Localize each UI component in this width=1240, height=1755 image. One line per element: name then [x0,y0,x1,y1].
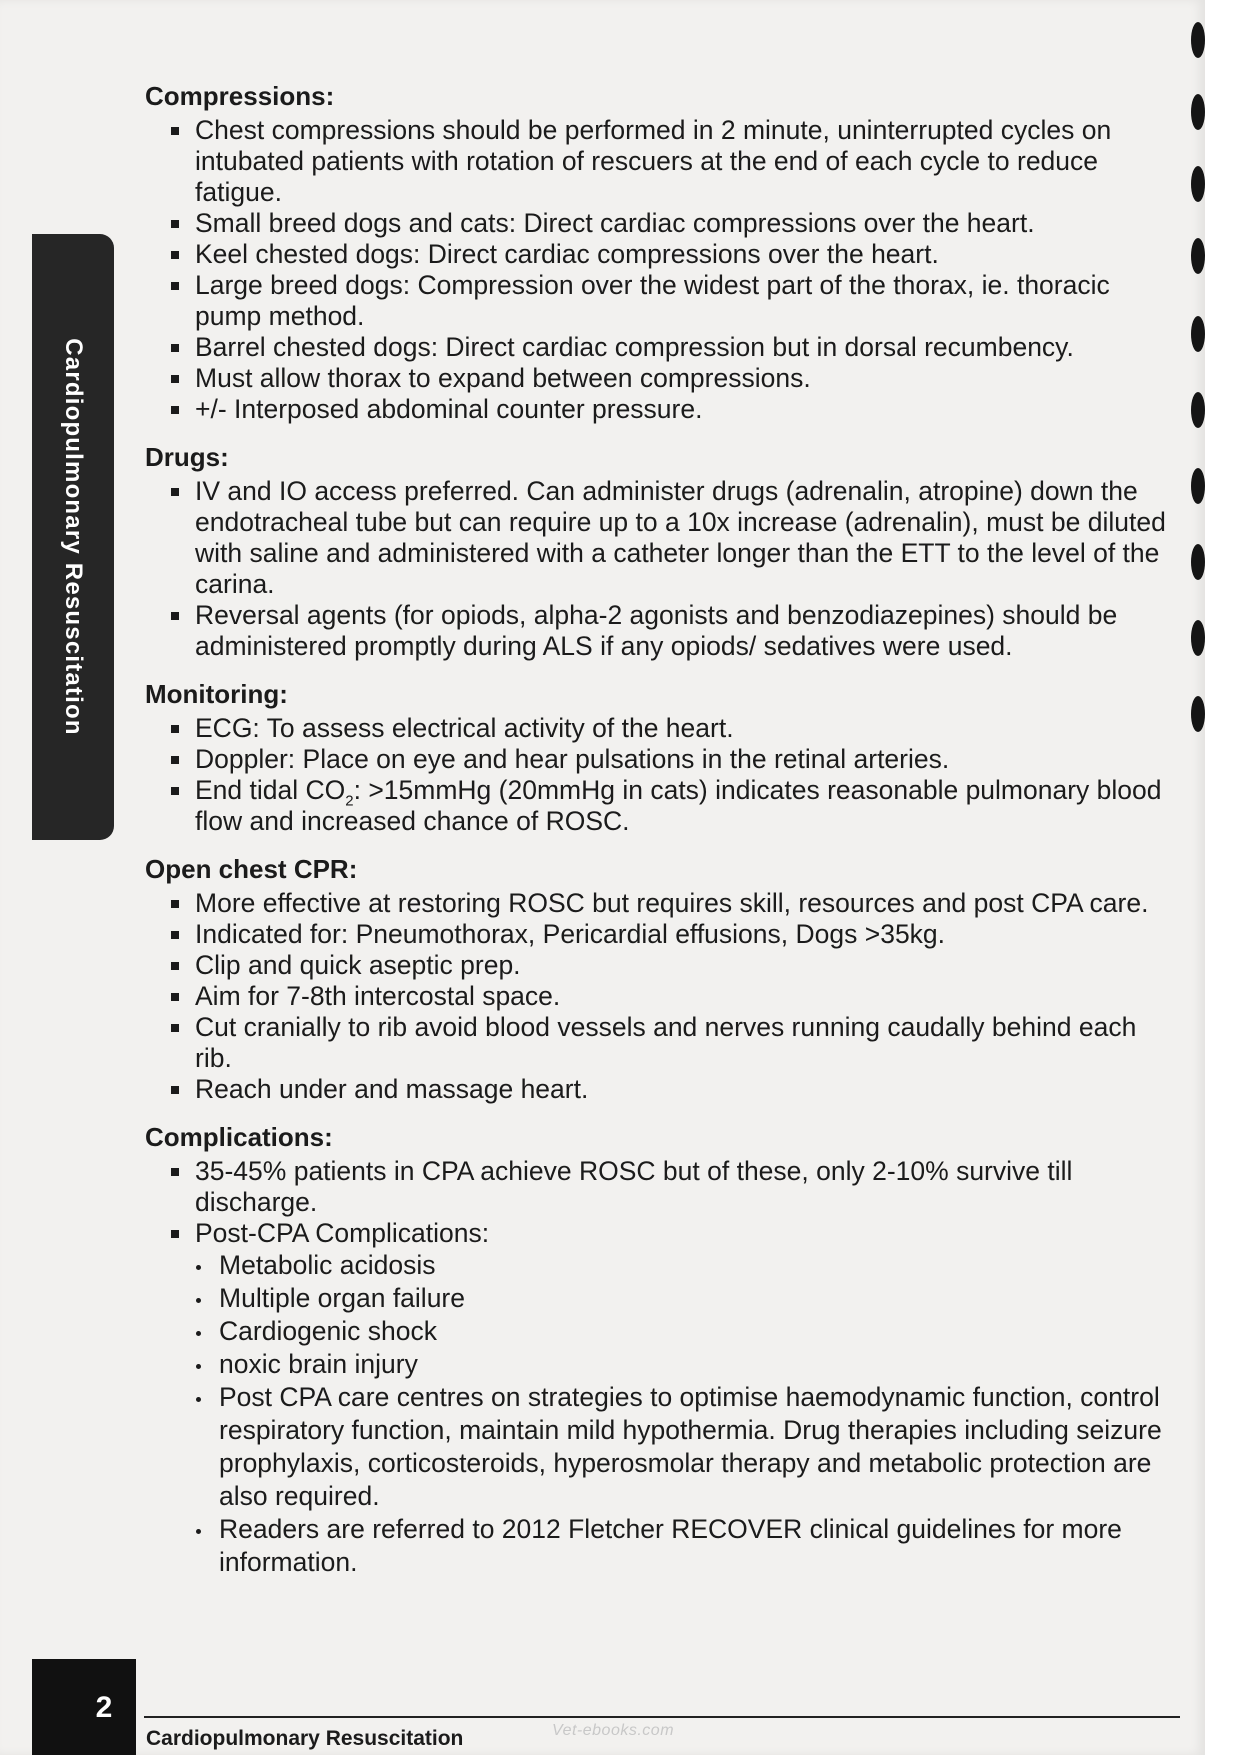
list-item [145,775,1175,837]
subscript-2: 2 [345,792,354,810]
binding-hole [1191,544,1205,580]
list-item: Keel chested dogs: Direct cardiac compressions over the heart. [145,239,1175,270]
binding-hole [1191,166,1205,202]
page-number-box [32,1659,136,1755]
list-item: Post CPA care centres on strategies to optimise haemodynamic function, control respiratory function, maintain mild hypothermia. Drug therapies including seizure prophylaxis, corticosteroids, hyperosmolar therapy and metabolic protection are also required. [145,1381,1175,1513]
list-item: Large breed dogs: Compression over the widest part of the thorax, ie. thoracic pump method. [145,270,1175,332]
list-item: ECG: To assess electrical activity of the heart. [145,713,1175,744]
section-title: Monitoring: [145,679,288,709]
list-item: Metabolic acidosis [145,1249,1175,1282]
list-item: Multiple organ failure [145,1282,1175,1315]
list-item: Reversal agents (for opiods, alpha-2 agonists and benzodiazepines) should be administered promptly during ALS if any opiods/ sedatives were used. [145,600,1175,662]
footer-title: Cardiopulmonary Resuscitation [146,1727,464,1750]
list-item: noxic brain injury [145,1348,1175,1381]
list-item: More effective at restoring ROSC but requires skill, resources and post CPA care. [145,888,1175,919]
bullet-list [145,713,1175,837]
section-title: Compressions: [145,81,335,111]
section-title: Open chest CPR: [145,854,358,884]
bullet-list [145,476,1175,662]
list-item: Cardiogenic shock [145,1315,1175,1348]
section-drugs [145,441,1175,662]
section-title: Complications: [145,1122,333,1152]
list-item: Doppler: Place on eye and hear pulsations in the retinal arteries. [145,744,1175,775]
section-open-chest-cpr [145,853,1175,1105]
list-item: IV and IO access preferred. Can administer drugs (adrenalin, atropine) down the endotracheal tube but can require up to a 10x increase (adrenalin), must be diluted with saline and administered with a catheter longer than the ETT to the level of the carina. [145,476,1175,600]
list-item: Readers are referred to 2012 Fletcher RECOVER clinical guidelines for more information. [145,1513,1175,1579]
bullet-list [145,888,1175,1105]
binding-hole [1191,22,1205,58]
list-item: Barrel chested dogs: Direct cardiac compression but in dorsal recumbency. [145,332,1175,363]
bullet-list [145,1156,1175,1249]
list-item: Aim for 7-8th intercostal space. [145,981,1175,1012]
bullet-list [145,115,1175,425]
list-item: 35-45% patients in CPA achieve ROSC but of these, only 2-10% survive till discharge. [145,1156,1175,1218]
list-item: Indicated for: Pneumothorax, Pericardial effusions, Dogs >35kg. [145,919,1175,950]
section-complications [145,1121,1175,1579]
binding-hole [1191,316,1205,352]
footer-divider [144,1716,1180,1718]
watermark: Vet-ebooks.com [552,1722,675,1739]
list-item: Post-CPA Complications: [145,1218,1175,1249]
list-item: Chest compressions should be performed in 2 minute, uninterrupted cycles on intubated patients with rotation of rescuers at the end of each cycle to reduce fatigue. [145,115,1175,208]
section-compressions [145,80,1175,425]
binding-hole [1191,696,1205,732]
side-tab-label: Cardiopulmonary Resuscitation [60,338,87,736]
page-content [145,80,1175,1595]
binding-hole [1191,468,1205,504]
binding-hole [1191,94,1205,130]
binding-holes [1187,0,1207,1755]
page-number: 2 [95,1691,113,1724]
section-title: Drugs: [145,442,229,472]
list-item: Reach under and massage heart. [145,1074,1175,1105]
list-item: Small breed dogs and cats: Direct cardiac compressions over the heart. [145,208,1175,239]
list-item: Clip and quick aseptic prep. [145,950,1175,981]
section-monitoring [145,678,1175,837]
binding-hole [1191,238,1205,274]
binding-hole [1191,620,1205,656]
list-item: +/- Interposed abdominal counter pressure. [145,394,1175,425]
binding-hole [1191,392,1205,428]
etco2-text-end: : >15mmHg (20mmHg in cats) indicates reasonable pulmonary blood flow and increased chance of ROSC. [195,775,1162,836]
etco2-text-start: End tidal CO [195,775,346,805]
list-item: Cut cranially to rib avoid blood vessels and nerves running caudally behind each rib. [145,1012,1175,1074]
sub-bullet-list [145,1249,1175,1579]
list-item: Must allow thorax to expand between compressions. [145,363,1175,394]
